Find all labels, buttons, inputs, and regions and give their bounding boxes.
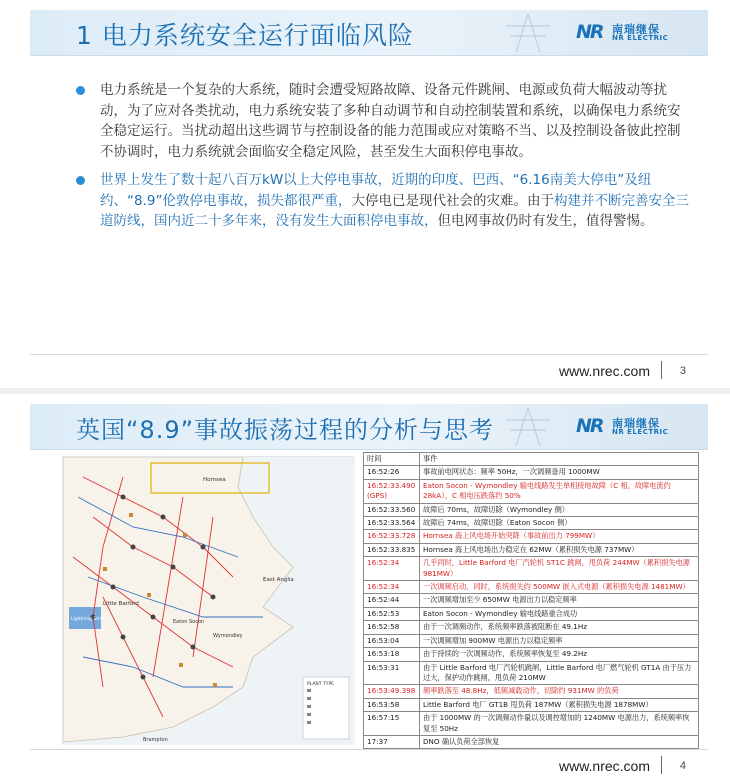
event-description-cell: 由于一次调频动作，系统频率跌落被阻断在 49.1Hz [420, 621, 699, 634]
table-row [364, 634, 699, 647]
event-description-cell: 由于 Little Barford 电厂汽轮机跳闸，Little Barford 电厂燃气轮机 GT1A 由于压力过大，保护动作跳闸，甩负荷 210MW [420, 661, 699, 685]
event-description-cell: 一次调频增加 900MW 电源出力以稳定频率 [420, 634, 699, 647]
map-label-brampton: Brampton [143, 737, 168, 743]
event-time-cell: 16:52:58 [364, 621, 420, 634]
slide-footer [30, 354, 708, 388]
event-time-cell: 16:52:33.728 [364, 530, 420, 543]
event-time-cell: 16:52:26 [364, 466, 420, 479]
event-time-cell: 16:52:33.835 [364, 543, 420, 556]
page-number: 3 [679, 365, 686, 377]
table-row [364, 685, 699, 698]
event-time-cell: 16:53:18 [364, 648, 420, 661]
table-row [364, 712, 699, 736]
table-row [364, 648, 699, 661]
bullet-dot-icon [76, 176, 85, 185]
event-description-cell: Eaton Socon - Wymondley 输电线路重合成功 [420, 607, 699, 620]
event-description-cell: 事故前电网状态：频率 50Hz，一次调频备用 1000MW [420, 466, 699, 479]
event-time-cell: 16:52:44 [364, 594, 420, 607]
table-row [364, 661, 699, 685]
table-row [364, 530, 699, 543]
power-tower-icon [498, 406, 558, 448]
footer-divider [661, 361, 662, 379]
table-row [364, 621, 699, 634]
uk-grid-map-image [63, 457, 355, 745]
event-description-cell: Hornsea 海上风电场开始突降（事故前出力 799MW） [420, 530, 699, 543]
event-time-cell: 16:52:33.490 (GPS) [364, 479, 420, 503]
event-description-cell: Little Barford 电厂 GT1B 甩负荷 187MW（累积损失电源 1878MW） [420, 698, 699, 711]
event-description-cell: DNO 确认负荷全部恢复 [420, 735, 699, 748]
bullet-text-highlight: 构建并不断完善安全三道防线，国内近二十多年来，没有发生大面积停电事故， [100, 192, 689, 229]
map-label-hornsea: Hornsea [203, 477, 226, 483]
event-time-cell: 16:52:34 [364, 581, 420, 594]
grid-map [62, 456, 354, 744]
slide-footer [30, 749, 708, 783]
event-description-cell: 故障后 70ms，故障切除（Wymondley 侧） [420, 503, 699, 516]
event-time-cell: 17:37 [364, 735, 420, 748]
table-row [364, 607, 699, 620]
page-number: 4 [679, 760, 686, 772]
event-description-cell: 由于 1000MW 的一次调频动作量以及调控增加的 1240MW 电源出力，系统频率恢复至 50Hz [420, 712, 699, 736]
table-row [364, 466, 699, 479]
map-label-little-barford: Little Barford [103, 601, 139, 607]
bullet-text: 但电网事故仍时有发生，值得警惕。 [437, 213, 654, 229]
slide-header [30, 10, 708, 56]
bullet-text: 电力系统是一个复杂的大系统，随时会遭受短路故障、设备元件跳闸、电源或负荷大幅波动等扰动，为了应对各类扰动，电力系统安装了多种自动调节和自动控制装置和系统，以确保电力系统安全稳定运行。当扰动超出这些调节与控制设备的能力范围或应对策略不当、以及控制设备彼此控制不协调时，电力系统就会面临安全稳定风险，甚至发生大面积停电事故。 [100, 82, 681, 160]
event-time-cell: 16:53:04 [364, 634, 420, 647]
event-description-cell: 一次调频增加至少 650MW 电源出力以稳定频率 [420, 594, 699, 607]
bullet-dot-icon [76, 86, 85, 95]
map-label-eaton-socon: Eaton Socon [173, 619, 205, 625]
table-row [364, 517, 699, 530]
footer-divider [661, 756, 662, 774]
table-header-row [364, 453, 699, 466]
event-time-cell: 16:52:33.560 [364, 503, 420, 516]
map-label-east-anglia: East Anglia [263, 577, 294, 583]
map-label-lightning: Lightning Strike [71, 617, 107, 622]
bullet-text: 大停电已是现代社会的灾难。由于 [351, 192, 554, 209]
map-legend-title: PLANT TYPE [307, 682, 335, 687]
event-description-cell: 一次调频启动，同时，系统损失约 500MW 嵌入式电源（累积损失电源 1481MW） [420, 581, 699, 594]
nr-electric-logo: NR 南瑞继保 NR ELECTRIC [576, 415, 669, 437]
map-label-wymondley: Wymondley [213, 633, 243, 639]
table-row [364, 503, 699, 516]
slide-title: 1 电力系统安全运行面临风险 [76, 21, 414, 50]
table-header-event: 事件 [420, 453, 699, 466]
event-description-cell: Hornsea 海上风电场出力稳定在 62MW（累积损失电源 737MW） [420, 543, 699, 556]
table-row [364, 594, 699, 607]
power-tower-icon [498, 12, 558, 54]
slide-title: 英国“8.9”事故振荡过程的分析与思考 [76, 416, 495, 444]
bullet-text-highlight: 世界上发生了数十起八百万kW以上大停电事故，近期的印度、巴西、“6.16南美大停电”及纽约、“8.9”伦敦停电事故，损失都很严重， [100, 172, 652, 209]
slide-header [30, 404, 708, 450]
event-time-cell: 16:57:15 [364, 712, 420, 736]
event-description-cell: 由于持续的一次调频动作，系统频率恢复至 49.2Hz [420, 648, 699, 661]
event-timeline-table [363, 452, 699, 749]
table-row [364, 735, 699, 748]
table-header-time: 时间 [364, 453, 420, 466]
slide-3 [0, 0, 730, 388]
table-row [364, 557, 699, 581]
table-row [364, 698, 699, 711]
event-time-cell: 16:52:53 [364, 607, 420, 620]
event-description-cell: Eaton Socon - Wymondley 输电线路发生单相接地故障（C 相，故障电流约 28kA），C 相电压跌落约 50% [420, 479, 699, 503]
event-time-cell: 16:52:34 [364, 557, 420, 581]
nr-electric-logo: NR 南瑞继保 NR ELECTRIC [576, 21, 669, 43]
event-description-cell: 几乎同时，Little Barford 电厂汽轮机 ST1C 跳闸，甩负荷 244MW（累积损失电源 981MW） [420, 557, 699, 581]
event-description-cell: 故障后 74ms，故障切除（Eaton Socon 侧） [420, 517, 699, 530]
table-row [364, 479, 699, 503]
event-time-cell: 16:53:31 [364, 661, 420, 685]
event-description-cell: 频率跌落至 48.8Hz，低频减载动作，切除约 931MW 的负荷 [420, 685, 699, 698]
website-link[interactable]: www.nrec.com [558, 363, 650, 379]
slide-4 [0, 394, 730, 783]
bullet-item [72, 80, 692, 162]
bullet-list [72, 80, 692, 240]
event-time-cell: 16:53:58 [364, 698, 420, 711]
event-time-cell: 16:53:49.398 [364, 685, 420, 698]
event-time-cell: 16:52:33.564 [364, 517, 420, 530]
table-row [364, 543, 699, 556]
table-row [364, 581, 699, 594]
website-link[interactable]: www.nrec.com [558, 758, 650, 774]
table-body [364, 466, 699, 749]
bullet-item [72, 170, 692, 232]
